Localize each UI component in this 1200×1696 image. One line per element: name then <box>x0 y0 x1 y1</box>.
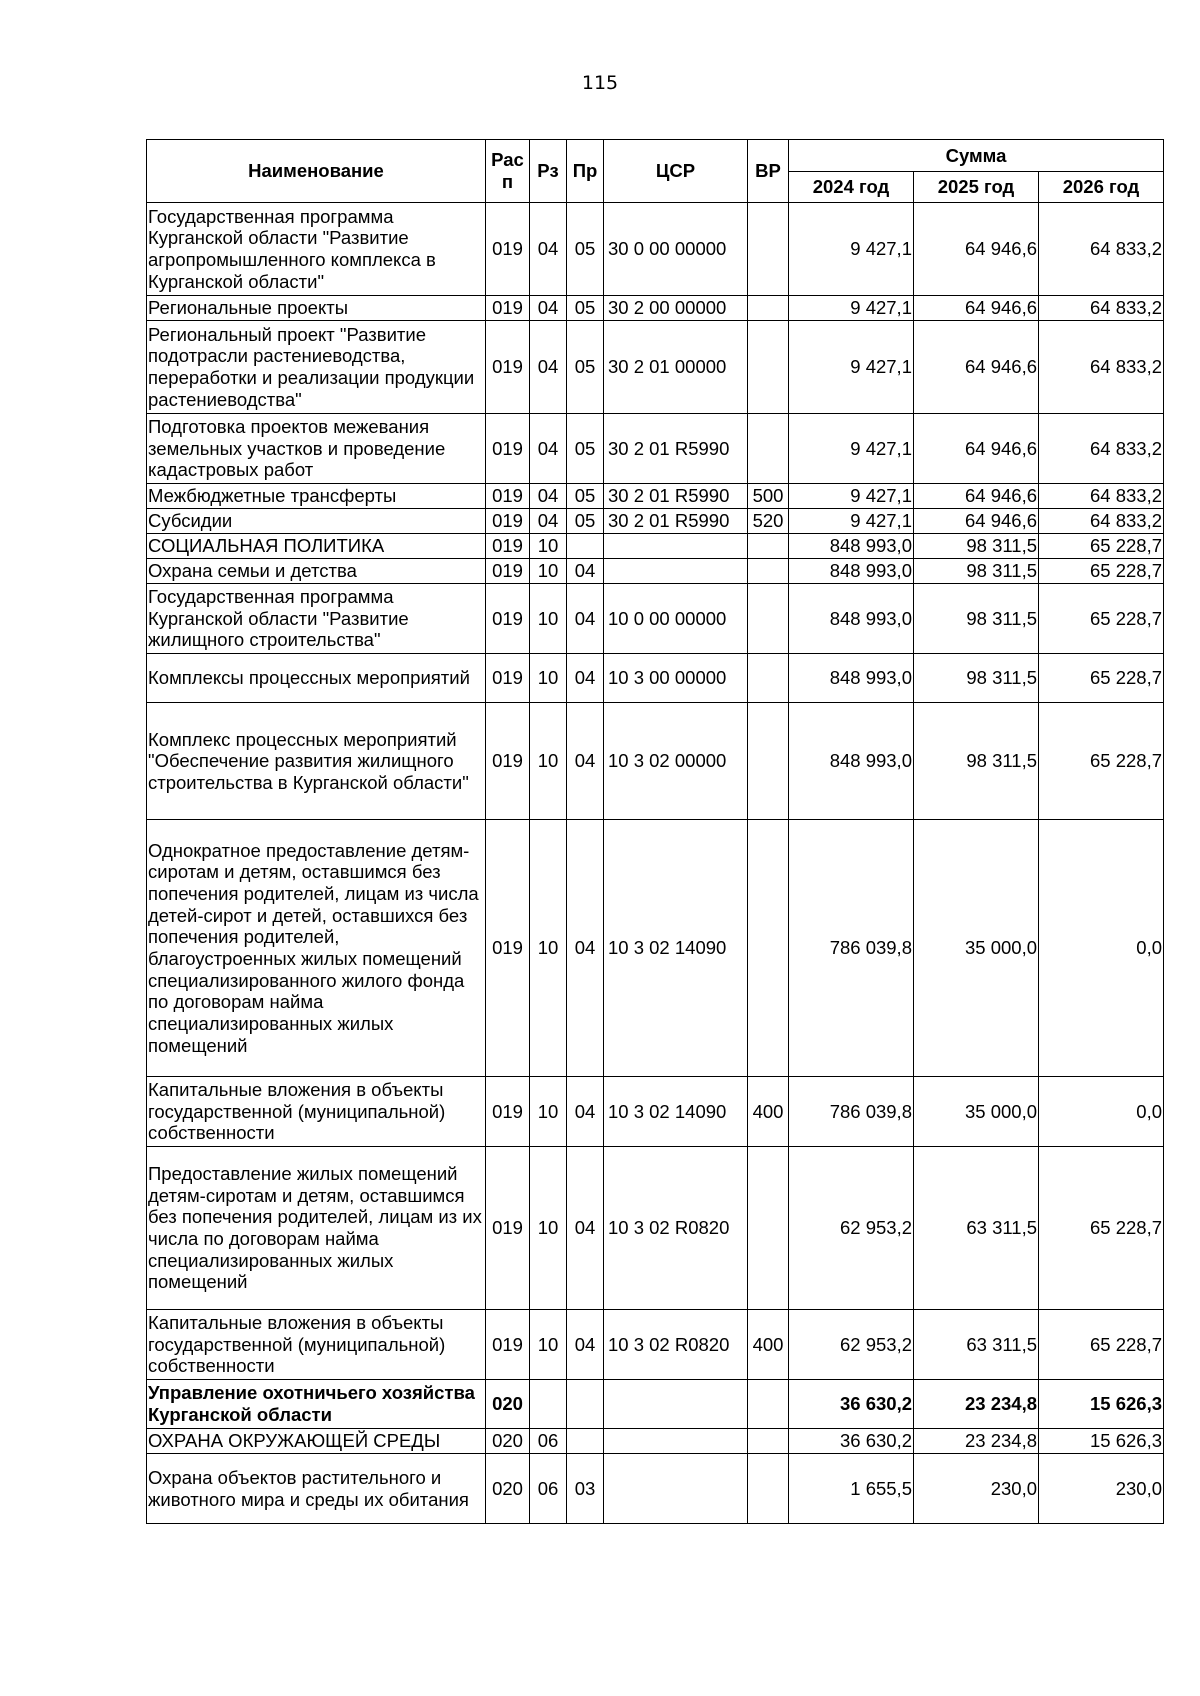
row-pr <box>567 1429 604 1454</box>
header-pr: Пр <box>567 140 604 203</box>
row-name: Межбюджетные трансферты <box>147 484 486 509</box>
row-pr: 04 <box>567 559 604 584</box>
row-rasp: 019 <box>486 534 530 559</box>
row-name: Капитальные вложения в объекты государственной (муниципальной) собственности <box>147 1077 486 1147</box>
row-rz: 10 <box>530 534 567 559</box>
header-rasp: Рас п <box>486 140 530 203</box>
row-rasp: 019 <box>486 559 530 584</box>
table-row <box>147 703 1164 820</box>
row-rasp: 019 <box>486 203 530 296</box>
row-name: Подготовка проектов межевания земельных участков и проведение кадастровых работ <box>147 414 486 484</box>
table-row <box>147 296 1164 321</box>
table-row <box>147 584 1164 654</box>
row-sum-2026: 64 833,2 <box>1039 509 1164 534</box>
row-sum-2025: 98 311,5 <box>914 703 1039 820</box>
row-sum-2026: 0,0 <box>1039 820 1164 1077</box>
row-csr: 10 3 00 00000 <box>604 654 748 703</box>
row-rz: 10 <box>530 1077 567 1147</box>
row-sum-2025: 64 946,6 <box>914 484 1039 509</box>
row-rasp: 019 <box>486 414 530 484</box>
row-vr <box>748 820 789 1077</box>
row-sum-2025: 35 000,0 <box>914 820 1039 1077</box>
row-pr: 05 <box>567 414 604 484</box>
row-sum-2024: 9 427,1 <box>789 203 914 296</box>
row-rasp: 019 <box>486 703 530 820</box>
row-csr <box>604 559 748 584</box>
table-row <box>147 1310 1164 1380</box>
row-name: Субсидии <box>147 509 486 534</box>
row-vr <box>748 203 789 296</box>
row-sum-2024: 848 993,0 <box>789 534 914 559</box>
row-rz: 04 <box>530 509 567 534</box>
row-sum-2024: 9 427,1 <box>789 484 914 509</box>
row-sum-2024: 9 427,1 <box>789 509 914 534</box>
row-name: Государственная программа Курганской области "Развитие агропромышленного комплекса в Курганской области" <box>147 203 486 296</box>
table-row <box>147 1429 1164 1454</box>
row-rasp: 019 <box>486 820 530 1077</box>
row-sum-2026: 64 833,2 <box>1039 484 1164 509</box>
table-row <box>147 1077 1164 1147</box>
row-sum-2025: 63 311,5 <box>914 1310 1039 1380</box>
row-sum-2025: 64 946,6 <box>914 509 1039 534</box>
row-rz: 04 <box>530 321 567 414</box>
row-sum-2024: 848 993,0 <box>789 559 914 584</box>
row-pr: 04 <box>567 703 604 820</box>
row-sum-2025: 98 311,5 <box>914 584 1039 654</box>
row-sum-2024: 9 427,1 <box>789 296 914 321</box>
row-rasp: 019 <box>486 296 530 321</box>
row-vr <box>748 534 789 559</box>
row-vr: 500 <box>748 484 789 509</box>
row-rz: 10 <box>530 820 567 1077</box>
row-name: Предоставление жилых помещений детям-сиротам и детям, оставшимся без попечения родителей, лицам из их числа по договорам найма специализированных жилых помещений <box>147 1147 486 1310</box>
row-rasp: 020 <box>486 1380 530 1429</box>
row-name: Комплексы процессных мероприятий <box>147 654 486 703</box>
row-sum-2025: 98 311,5 <box>914 534 1039 559</box>
row-pr: 05 <box>567 321 604 414</box>
table-row <box>147 1380 1164 1429</box>
row-rz: 04 <box>530 203 567 296</box>
row-sum-2026: 64 833,2 <box>1039 203 1164 296</box>
row-pr: 04 <box>567 654 604 703</box>
row-sum-2026: 15 626,3 <box>1039 1429 1164 1454</box>
page-number: 115 <box>581 72 619 94</box>
row-vr <box>748 703 789 820</box>
row-pr: 05 <box>567 484 604 509</box>
row-csr: 30 2 01 R5990 <box>604 414 748 484</box>
table-row <box>147 559 1164 584</box>
row-pr <box>567 1380 604 1429</box>
row-rasp: 019 <box>486 1077 530 1147</box>
row-rz: 10 <box>530 654 567 703</box>
header-2026: 2026 год <box>1039 172 1164 203</box>
row-csr: 10 3 02 R0820 <box>604 1147 748 1310</box>
row-sum-2024: 786 039,8 <box>789 1077 914 1147</box>
header-vr: ВР <box>748 140 789 203</box>
row-sum-2024: 848 993,0 <box>789 654 914 703</box>
table-body <box>147 203 1164 1524</box>
row-rasp: 019 <box>486 321 530 414</box>
row-rz: 04 <box>530 414 567 484</box>
row-name: СОЦИАЛЬНАЯ ПОЛИТИКА <box>147 534 486 559</box>
row-sum-2026: 65 228,7 <box>1039 559 1164 584</box>
row-vr <box>748 1380 789 1429</box>
row-sum-2024: 848 993,0 <box>789 584 914 654</box>
table-row <box>147 203 1164 296</box>
row-vr: 520 <box>748 509 789 534</box>
row-sum-2026: 230,0 <box>1039 1454 1164 1524</box>
row-sum-2026: 64 833,2 <box>1039 321 1164 414</box>
row-pr: 04 <box>567 1147 604 1310</box>
row-csr: 30 2 01 R5990 <box>604 484 748 509</box>
row-name: Региональный проект "Развитие подотрасли растениеводства, переработки и реализации продукции растениеводства" <box>147 321 486 414</box>
row-csr: 30 2 01 00000 <box>604 321 748 414</box>
row-name: ОХРАНА ОКРУЖАЮЩЕЙ СРЕДЫ <box>147 1429 486 1454</box>
row-rz: 06 <box>530 1429 567 1454</box>
header-2024: 2024 год <box>789 172 914 203</box>
header-sum: Сумма <box>789 140 1164 172</box>
row-sum-2024: 62 953,2 <box>789 1147 914 1310</box>
table-row <box>147 1147 1164 1310</box>
row-csr: 30 2 00 00000 <box>604 296 748 321</box>
row-rasp: 019 <box>486 1147 530 1310</box>
row-vr <box>748 1147 789 1310</box>
row-rz: 04 <box>530 296 567 321</box>
row-sum-2025: 64 946,6 <box>914 203 1039 296</box>
row-vr: 400 <box>748 1077 789 1147</box>
row-rasp: 020 <box>486 1429 530 1454</box>
row-sum-2026: 65 228,7 <box>1039 1310 1164 1380</box>
row-sum-2026: 64 833,2 <box>1039 414 1164 484</box>
row-csr: 10 3 02 00000 <box>604 703 748 820</box>
row-csr: 10 3 02 R0820 <box>604 1310 748 1380</box>
row-pr: 05 <box>567 296 604 321</box>
row-sum-2024: 62 953,2 <box>789 1310 914 1380</box>
row-name: Государственная программа Курганской области "Развитие жилищного строительства" <box>147 584 486 654</box>
row-sum-2024: 848 993,0 <box>789 703 914 820</box>
row-sum-2026: 65 228,7 <box>1039 703 1164 820</box>
row-pr: 04 <box>567 584 604 654</box>
row-sum-2024: 786 039,8 <box>789 820 914 1077</box>
header-csr: ЦСР <box>604 140 748 203</box>
row-rasp: 019 <box>486 584 530 654</box>
row-vr <box>748 584 789 654</box>
table-row <box>147 534 1164 559</box>
row-rz: 10 <box>530 1147 567 1310</box>
row-sum-2025: 64 946,6 <box>914 296 1039 321</box>
table-row <box>147 820 1164 1077</box>
row-sum-2026: 65 228,7 <box>1039 534 1164 559</box>
header-name: Наименование <box>147 140 486 203</box>
table-row <box>147 484 1164 509</box>
row-sum-2026: 65 228,7 <box>1039 654 1164 703</box>
row-vr <box>748 1454 789 1524</box>
row-pr <box>567 534 604 559</box>
row-sum-2025: 98 311,5 <box>914 559 1039 584</box>
table-row <box>147 321 1164 414</box>
row-sum-2025: 23 234,8 <box>914 1429 1039 1454</box>
row-name: Региональные проекты <box>147 296 486 321</box>
row-rasp: 019 <box>486 484 530 509</box>
row-vr <box>748 296 789 321</box>
table-row <box>147 414 1164 484</box>
row-pr: 05 <box>567 203 604 296</box>
row-sum-2026: 64 833,2 <box>1039 296 1164 321</box>
row-vr <box>748 654 789 703</box>
row-rz: 10 <box>530 703 567 820</box>
row-csr: 10 0 00 00000 <box>604 584 748 654</box>
row-rasp: 019 <box>486 654 530 703</box>
row-csr <box>604 1429 748 1454</box>
table-row <box>147 1454 1164 1524</box>
row-pr: 04 <box>567 820 604 1077</box>
row-csr <box>604 1454 748 1524</box>
row-sum-2025: 98 311,5 <box>914 654 1039 703</box>
row-name: Капитальные вложения в объекты государственной (муниципальной) собственности <box>147 1310 486 1380</box>
row-sum-2026: 0,0 <box>1039 1077 1164 1147</box>
row-name: Комплекс процессных мероприятий "Обеспечение развития жилищного строительства в Курганской области" <box>147 703 486 820</box>
row-name: Управление охотничьего хозяйства Курганской области <box>147 1380 486 1429</box>
row-sum-2024: 9 427,1 <box>789 321 914 414</box>
row-name: Охрана объектов растительного и животного мира и среды их обитания <box>147 1454 486 1524</box>
row-sum-2024: 9 427,1 <box>789 414 914 484</box>
table-row <box>147 654 1164 703</box>
row-pr: 03 <box>567 1454 604 1524</box>
row-rz: 06 <box>530 1454 567 1524</box>
row-vr <box>748 559 789 584</box>
row-rz: 10 <box>530 1310 567 1380</box>
row-rz: 10 <box>530 559 567 584</box>
row-sum-2026: 65 228,7 <box>1039 1147 1164 1310</box>
row-name: Однократное предоставление детям-сиротам и детям, оставшимся без попечения родителей, лицам из числа детей-сирот и детей, оставшихся без попечения родителей, благоустроенных жилых помещений специализированного жилого фонда по договорам найма специализированных жилых помещений <box>147 820 486 1077</box>
row-csr: 30 0 00 00000 <box>604 203 748 296</box>
row-sum-2025: 23 234,8 <box>914 1380 1039 1429</box>
row-sum-2025: 230,0 <box>914 1454 1039 1524</box>
row-vr: 400 <box>748 1310 789 1380</box>
row-rz: 10 <box>530 584 567 654</box>
row-rasp: 020 <box>486 1454 530 1524</box>
table-row <box>147 509 1164 534</box>
row-pr: 04 <box>567 1310 604 1380</box>
header-2025: 2025 год <box>914 172 1039 203</box>
row-sum-2024: 36 630,2 <box>789 1380 914 1429</box>
row-csr <box>604 534 748 559</box>
row-name: Охрана семьи и детства <box>147 559 486 584</box>
row-rz: 04 <box>530 484 567 509</box>
row-sum-2026: 15 626,3 <box>1039 1380 1164 1429</box>
row-sum-2025: 63 311,5 <box>914 1147 1039 1310</box>
row-pr: 05 <box>567 509 604 534</box>
header-rz: Рз <box>530 140 567 203</box>
row-sum-2024: 36 630,2 <box>789 1429 914 1454</box>
row-sum-2024: 1 655,5 <box>789 1454 914 1524</box>
row-csr: 10 3 02 14090 <box>604 1077 748 1147</box>
row-sum-2026: 65 228,7 <box>1039 584 1164 654</box>
row-rasp: 019 <box>486 1310 530 1380</box>
row-rz <box>530 1380 567 1429</box>
row-sum-2025: 35 000,0 <box>914 1077 1039 1147</box>
row-pr: 04 <box>567 1077 604 1147</box>
row-rasp: 019 <box>486 509 530 534</box>
budget-table <box>146 139 1164 1524</box>
row-vr <box>748 1429 789 1454</box>
row-csr <box>604 1380 748 1429</box>
row-csr: 30 2 01 R5990 <box>604 509 748 534</box>
row-csr: 10 3 02 14090 <box>604 820 748 1077</box>
row-sum-2025: 64 946,6 <box>914 321 1039 414</box>
row-vr <box>748 321 789 414</box>
row-vr <box>748 414 789 484</box>
row-sum-2025: 64 946,6 <box>914 414 1039 484</box>
